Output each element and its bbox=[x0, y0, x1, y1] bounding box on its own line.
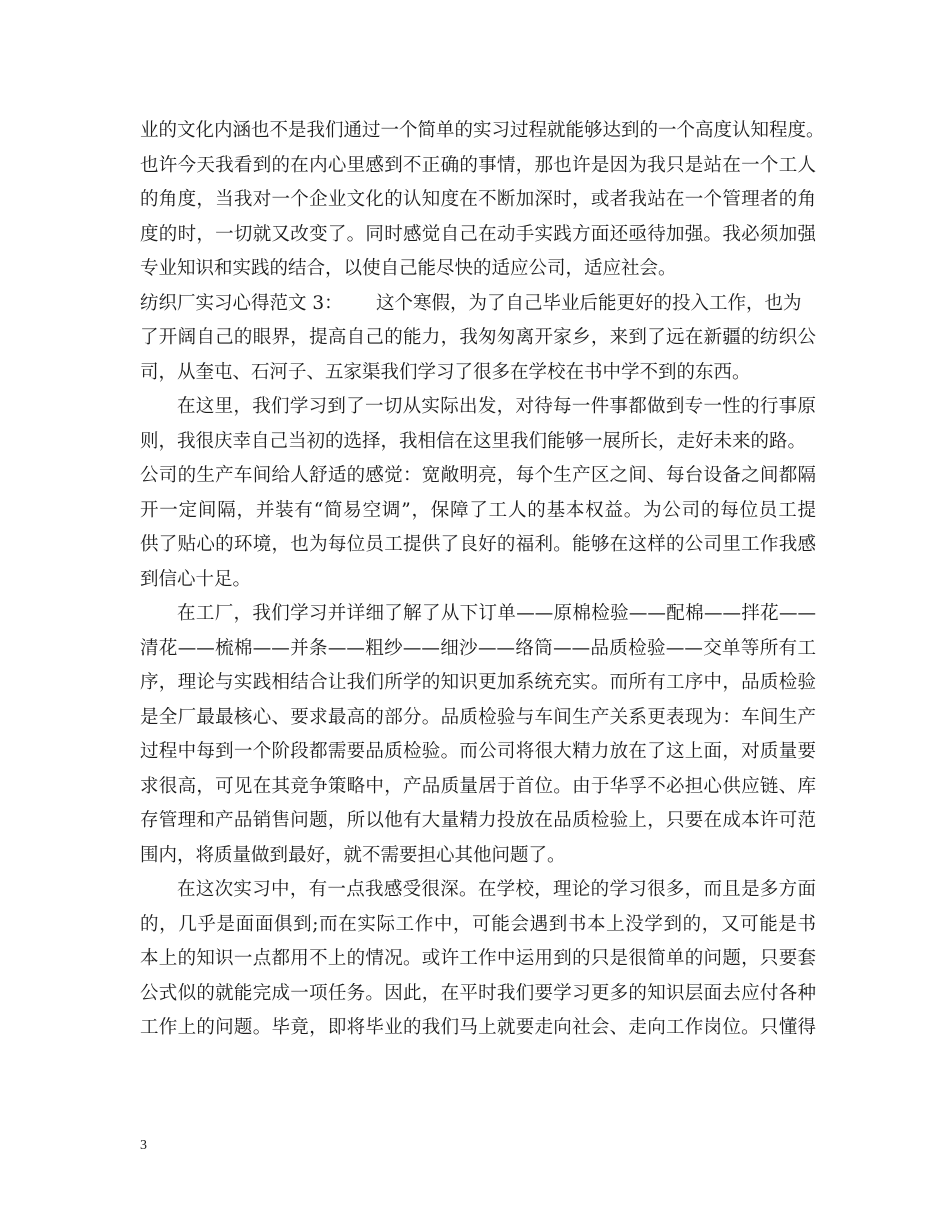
text-line: 本上的知识一点都用不上的情况。或许工作中运用到的只是很简单的问题，只要套 bbox=[140, 948, 816, 969]
page-number: 3 bbox=[140, 1138, 147, 1153]
section-first-line: 这个寒假，为了自己毕业后能更好的投入工作，也为 bbox=[376, 292, 802, 314]
section-body bbox=[140, 321, 816, 1046]
text-line: 的，几乎是面面俱到;而在实际工作中，可能会遇到书本上没学到的，又可能是书 bbox=[140, 913, 816, 935]
text-line: 公式似的就能完成一项任务。因此，在平时我们要学习更多的知识层面去应付各种 bbox=[140, 982, 816, 1004]
text-line: 过程中每到一个阶段都需要品质检验。而公司将很大精力放在了这上面，对质量要 bbox=[140, 741, 816, 762]
text-line: 业的文化内涵也不是我们通过一个简单的实习过程就能够达到的一个高度认知程度。 bbox=[140, 120, 825, 141]
text-line: 存管理和产品销售问题，所以他有大量精力投放在品质检验上，只要在成本许可范 bbox=[140, 810, 816, 831]
text-line: 的角度，当我对一个企业文化的认知度在不断加深时，或者我站在一个管理者的角 bbox=[140, 189, 816, 210]
text-line: 求很高，可见在其竞争策略中，产品质量居于首位。由于华孚不必担心供应链、库 bbox=[140, 775, 816, 797]
text-line: 了开阔自己的眼界，提高自己的能力，我匆匆离开家乡，来到了远在新疆的纺织公 bbox=[140, 327, 816, 348]
text-line: 在工厂，我们学习并详细了解了从下订单——原棉检验——配棉——拌花—— bbox=[177, 603, 816, 624]
text-line: 工作上的问题。毕竟，即将毕业的我们马上就要走向社会、走向工作岗位。只懂得 bbox=[140, 1017, 816, 1038]
text-line: 序，理论与实践相结合让我们所学的知识更加系统充实。而所有工序中，品质检验 bbox=[140, 672, 816, 693]
section-heading-line bbox=[140, 287, 816, 322]
text-line: 清花——梳棉——并条——粗纱——细沙——络筒——品质检验——交单等所有工 bbox=[140, 637, 816, 659]
text-line: 司，从奎屯、石河子、五家渠我们学习了很多在学校在书中学不到的东西。 bbox=[140, 361, 751, 383]
text-line: 围内，将质量做到最好，就不需要担心其他问题了。 bbox=[140, 844, 566, 866]
text-line: 专业知识和实践的结合，以使自己能尽快的适应公司，适应社会。 bbox=[140, 258, 677, 279]
text-line: 是全厂最最核心、要求最高的部分。品质检验与车间生产关系更表现为：车间生产 bbox=[140, 706, 816, 728]
text-line: 供了贴心的环境，也为每位员工提供了良好的福利。能够在这样的公司里工作我感 bbox=[140, 534, 816, 555]
text-line: 在这里，我们学习到了一切从实际出发，对待每一件事都做到专一性的行事原 bbox=[177, 396, 816, 417]
text-line: 度的时，一切就又改变了。同时感觉自己在动手实践方面还亟待加强。我必须加强 bbox=[140, 223, 816, 245]
intro-paragraph bbox=[140, 114, 825, 287]
text-line: 也许今天我看到的在内心里感到不正确的事情，那也许是因为我只是站在一个工人 bbox=[140, 154, 816, 176]
section-heading bbox=[140, 287, 816, 322]
section-label: 纺织厂实习心得范文 3： bbox=[140, 292, 343, 314]
text-line: 在这次实习中，有一点我感受很深。在学校，理论的学习很多，而且是多方面 bbox=[177, 879, 816, 900]
text-line: 开一定间隔，并装有“简易空调”，保障了工人的基本权益。为公司的每位员工提 bbox=[140, 499, 816, 521]
document-body bbox=[140, 114, 825, 1046]
text-line: 到信心十足。 bbox=[140, 568, 252, 590]
text-line: 公司的生产车间给人舒适的感觉：宽敞明亮，每个生产区之间、每台设备之间都隔 bbox=[140, 465, 816, 486]
text-line: 则，我很庆幸自己当初的选择，我相信在这里我们能够一展所长，走好未来的路。 bbox=[140, 430, 807, 452]
